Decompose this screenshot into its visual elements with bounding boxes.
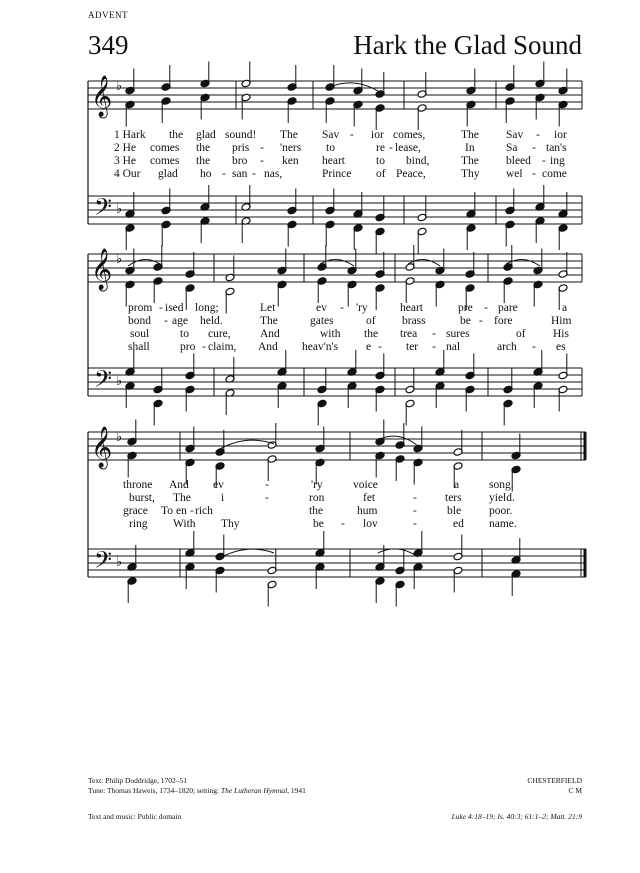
- slur: [218, 440, 274, 450]
- lyric-syllable: pris: [232, 142, 250, 154]
- flat-key-signature: ♭: [116, 79, 123, 94]
- lyric-syllable: bond: [128, 315, 151, 327]
- lyric-syllable: pre: [458, 302, 473, 314]
- lyric-syllable: gates: [310, 315, 334, 327]
- lyric-syllable: The: [461, 155, 479, 167]
- lyric-syllable: es: [556, 341, 566, 353]
- lyric-syllable: of: [366, 315, 376, 327]
- lyric-syllable: the: [196, 155, 211, 167]
- lyric-syllable: ho: [200, 168, 212, 180]
- lyric-syllable: ters: [445, 492, 462, 504]
- lyric-syllable: the: [169, 129, 184, 141]
- lyric-hyphen: -: [260, 142, 264, 154]
- lyric-hyphen: -: [413, 505, 417, 517]
- lyric-syllable: the: [309, 505, 324, 517]
- lyric-syllable: the: [196, 142, 211, 154]
- lyric-syllable: ev: [213, 479, 224, 491]
- lyric-syllable: fet: [363, 492, 376, 504]
- lyric-syllable: en: [176, 505, 187, 517]
- lyric-syllable: a: [562, 302, 568, 314]
- lyric-syllable: Sav: [322, 129, 340, 141]
- lyric-syllable: ble: [447, 505, 462, 517]
- lyric-syllable: glad: [196, 129, 216, 141]
- lyric-syllable: come: [542, 168, 567, 180]
- lyric-syllable: to: [180, 328, 189, 340]
- lyric-syllable: throne: [123, 479, 153, 491]
- lyric-syllable: sures: [446, 328, 470, 340]
- flat-key-signature: ♭: [116, 202, 123, 217]
- lyric-syllable: trea: [400, 328, 418, 340]
- lyric-syllable: ev: [316, 302, 327, 314]
- lyric-hyphen: -: [432, 341, 436, 353]
- lyric-syllable: to: [326, 142, 335, 154]
- lyric-syllable: Thy: [221, 518, 240, 530]
- lyric-syllable: re: [376, 142, 385, 154]
- lyric-syllable: nas,: [264, 168, 283, 180]
- lyric-syllable: In: [465, 142, 475, 154]
- bass-clef: 𝄢: [94, 546, 113, 579]
- lyric-syllable: 4 Our: [114, 168, 141, 180]
- lyric-hyphen: -: [432, 328, 436, 340]
- lyric-syllable: arch: [497, 341, 517, 353]
- lyric-hyphen: -: [159, 302, 163, 314]
- slur: [218, 549, 274, 559]
- bass-clef: 𝄢: [94, 365, 113, 398]
- lyric-hyphen: -: [532, 341, 536, 353]
- lyric-hyphen: -: [341, 518, 345, 530]
- bass-clef: 𝄢: [94, 193, 113, 226]
- lyric-syllable: poor.: [489, 505, 513, 517]
- lyric-syllable: Sav: [506, 129, 524, 141]
- lyric-hyphen: -: [252, 168, 256, 180]
- lyric-hyphen: -: [265, 479, 269, 491]
- lyric-syllable: ed: [453, 518, 464, 530]
- scripture-references: Luke 4:18–19; Is. 40:3; 61:1–2; Matt. 21:9: [451, 812, 582, 821]
- tune-credit-b: , 1941: [287, 786, 306, 795]
- flat-key-signature: ♭: [116, 430, 123, 445]
- lyric-hyphen: -: [532, 142, 536, 154]
- lyric-syllable: sound!: [225, 129, 257, 141]
- lyric-syllable: be: [460, 315, 471, 327]
- treble-clef: 𝄞: [91, 427, 113, 468]
- lyric-syllable: claim,: [208, 341, 237, 353]
- lyric-syllable: wel: [506, 168, 523, 180]
- lyric-syllable: prom: [128, 302, 153, 314]
- lyric-syllable: lov: [363, 518, 378, 530]
- lyric-syllable: ing: [550, 155, 565, 167]
- section-label: ADVENT: [88, 10, 128, 20]
- lyric-syllable: name.: [489, 518, 517, 530]
- lyric-syllable: pare: [498, 302, 518, 314]
- meter: C M: [568, 786, 582, 795]
- lyric-syllable: to: [376, 155, 385, 167]
- lyric-hyphen: -: [190, 505, 194, 517]
- lyric-syllable: 'ry: [311, 479, 323, 491]
- lyric-syllable: The: [280, 129, 298, 141]
- lyric-syllable: 3 He: [114, 155, 137, 167]
- lyric-syllable: nal: [446, 341, 461, 353]
- lyric-syllable: bro: [232, 155, 248, 167]
- tune-credit: [88, 786, 306, 795]
- lyric-syllable: 'ry: [356, 302, 368, 314]
- lyric-syllable: Peace,: [396, 168, 426, 180]
- copyright: Text and music: Public domain: [88, 812, 182, 821]
- text-credit: Text: Philip Doddridge, 1702–51: [88, 776, 188, 785]
- lyric-syllable: 1 Hark: [114, 129, 146, 141]
- lyric-syllable: soul: [130, 328, 150, 340]
- lyric-hyphen: -: [536, 129, 540, 141]
- hymn-number: 349: [88, 30, 129, 60]
- lyric-syllable: bleed: [506, 155, 531, 167]
- lyric-syllable: yield.: [489, 492, 515, 504]
- lyric-syllable: with: [320, 328, 341, 340]
- lyric-syllable: Him: [551, 315, 572, 327]
- lyric-syllable: ter: [406, 341, 419, 353]
- lyric-hyphen: -: [413, 518, 417, 530]
- lyric-syllable: cure,: [208, 328, 231, 340]
- lyric-syllable: pro: [180, 341, 196, 353]
- lyric-syllable: song.: [489, 479, 514, 491]
- lyric-syllable: 2 He: [114, 142, 137, 154]
- lyric-syllable: Prince: [322, 168, 352, 180]
- lyric-syllable: ior: [371, 129, 384, 141]
- lyric-hyphen: -: [265, 492, 269, 504]
- lyric-syllable: grace: [123, 505, 148, 517]
- lyric-syllable: The: [260, 315, 278, 327]
- lyric-syllable: heart: [400, 302, 423, 314]
- lyric-syllable: a: [454, 479, 460, 491]
- lyric-syllable: lease,: [395, 142, 421, 154]
- lyric-hyphen: -: [542, 155, 546, 167]
- treble-clef: 𝄞: [91, 249, 113, 290]
- lyric-hyphen: -: [532, 168, 536, 180]
- lyric-syllable: of: [376, 168, 386, 180]
- lyric-syllable: ised: [165, 302, 184, 314]
- lyric-syllable: of: [516, 328, 526, 340]
- lyric-syllable: And: [258, 341, 278, 353]
- lyric-syllable: ior: [554, 129, 567, 141]
- lyric-syllable: The: [173, 492, 191, 504]
- lyric-syllable: His: [553, 328, 569, 340]
- lyric-hyphen: -: [340, 302, 344, 314]
- lyric-hyphen: -: [389, 142, 393, 154]
- lyric-syllable: comes: [150, 155, 180, 167]
- lyric-syllable: brass: [402, 315, 426, 327]
- tune-credit-a: Tune: Thomas Haweis, 1734–1820; setting:: [88, 786, 221, 795]
- lyric-syllable: Let: [260, 302, 276, 314]
- flat-key-signature: ♭: [116, 555, 123, 570]
- lyric-syllable: 'ners: [280, 142, 302, 154]
- lyric-syllable: Thy: [461, 168, 480, 180]
- lyric-syllable: With: [173, 518, 196, 530]
- lyric-syllable: shall: [128, 341, 150, 353]
- lyric-syllable: ron: [309, 492, 325, 504]
- lyric-hyphen: -: [164, 315, 168, 327]
- lyric-syllable: fore: [494, 315, 513, 327]
- lyric-syllable: glad: [158, 168, 178, 180]
- lyric-syllable: hum: [357, 505, 378, 517]
- lyric-syllable: And: [169, 479, 189, 491]
- lyric-syllable: ken: [282, 155, 299, 167]
- lyric-hyphen: -: [413, 492, 417, 504]
- flat-key-signature: ♭: [116, 374, 123, 389]
- lyric-syllable: comes,: [393, 129, 426, 141]
- lyric-syllable: bind,: [406, 155, 430, 167]
- lyric-syllable: Sa: [506, 142, 518, 154]
- lyric-syllable: rich: [195, 505, 213, 517]
- lyric-syllable: the: [364, 328, 379, 340]
- lyric-syllable: comes: [150, 142, 180, 154]
- lyric-syllable: burst,: [129, 492, 155, 504]
- lyric-syllable: heart: [322, 155, 345, 167]
- lyric-syllable: san: [232, 168, 248, 180]
- lyric-syllable: age: [172, 315, 188, 327]
- lyric-syllable: ring: [129, 518, 148, 530]
- lyric-syllable: And: [260, 328, 280, 340]
- hymn-title: Hark the Glad Sound: [353, 30, 582, 60]
- treble-clef: 𝄞: [91, 76, 113, 117]
- lyric-syllable: voice: [353, 479, 378, 491]
- lyric-syllable: be: [313, 518, 324, 530]
- flat-key-signature: ♭: [116, 252, 123, 267]
- lyric-hyphen: -: [484, 302, 488, 314]
- lyric-hyphen: -: [350, 129, 354, 141]
- lyric-syllable: To: [161, 505, 173, 517]
- lyric-syllable: tan's: [546, 142, 567, 154]
- lyric-syllable: e: [366, 341, 372, 353]
- tune-name: CHESTERFIELD: [527, 776, 582, 785]
- lyric-hyphen: -: [202, 341, 206, 353]
- lyric-syllable: long;: [195, 302, 219, 314]
- lyric-hyphen: -: [222, 168, 226, 180]
- tune-credit-source: The Lutheran Hymnal: [220, 786, 288, 795]
- lyric-syllable: i: [221, 492, 225, 504]
- lyric-syllable: held.: [200, 315, 223, 327]
- lyric-hyphen: -: [479, 315, 483, 327]
- lyric-hyphen: -: [260, 155, 264, 167]
- lyric-hyphen: -: [378, 341, 382, 353]
- lyric-syllable: The: [461, 129, 479, 141]
- lyric-syllable: heav'n's: [302, 341, 339, 353]
